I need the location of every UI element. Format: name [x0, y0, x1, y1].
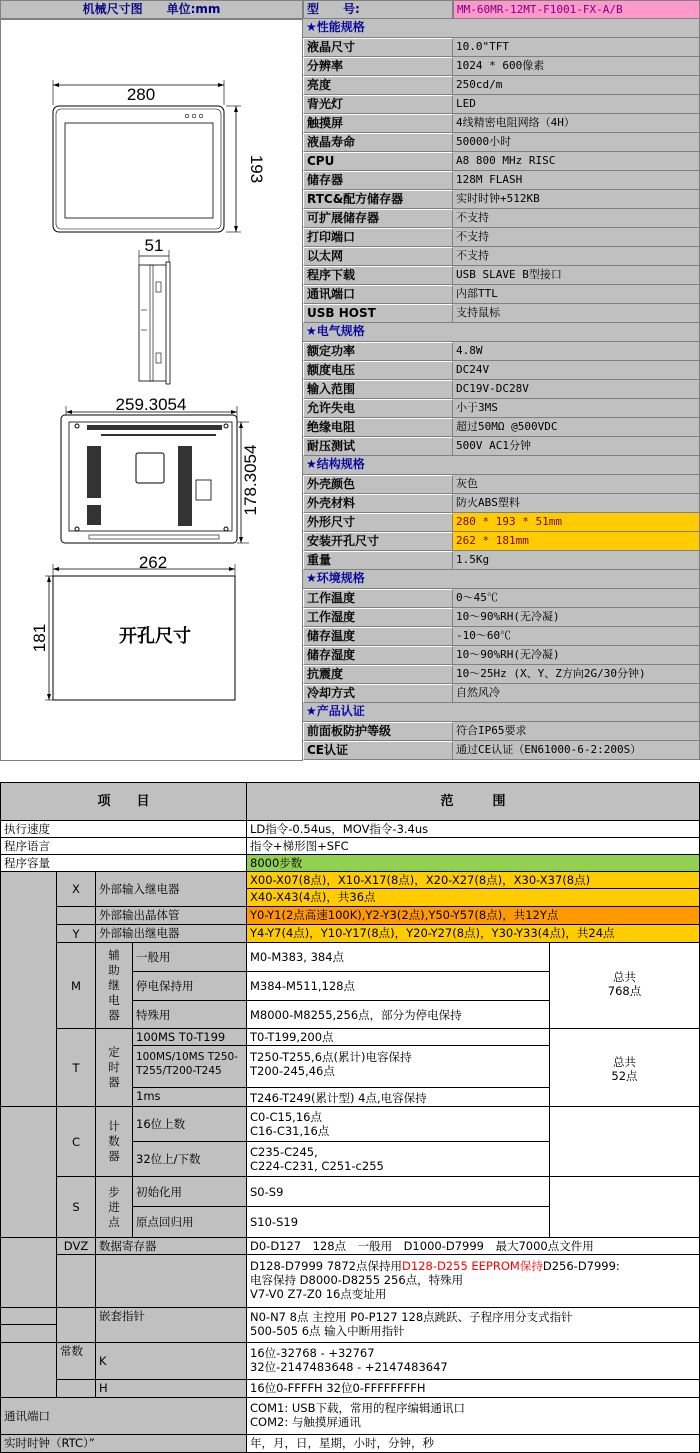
front-height-label: 193	[247, 154, 266, 184]
cs-group-cell	[0, 1106, 57, 1238]
t1-value: T0-T199,200点	[246, 1028, 550, 1046]
h-spacer	[56, 1379, 96, 1398]
d2-part-b: D256-D7999:	[542, 1259, 620, 1273]
com-value-line1: COM1: USB下载，常用的程序编辑通讯口	[250, 1401, 465, 1415]
m3-value: M8000-M8255,256点，部分为停电保持	[246, 1000, 550, 1029]
plc-spec-table	[0, 782, 700, 1453]
t-total-line1: 总共	[613, 1055, 636, 1069]
spec-value: 内部TTL	[453, 285, 700, 304]
spec-value: A8 800 MHz RISC	[453, 152, 700, 171]
s1-value: S0-S9	[246, 1176, 550, 1207]
y-range: Y4-Y7(4点)，Y10-Y17(8点)，Y20-Y27(8点)，Y30-Y33(4点)，共24点	[246, 924, 700, 943]
spec-section-title: ★电气规格	[303, 323, 700, 342]
m-group-label: 辅助继电器	[95, 942, 133, 1029]
x-range-1: X00-X07(8点)，X10-X17(8点)，X20-X27(8点)，X30-X37(8点)	[246, 871, 700, 889]
h-letter: H	[95, 1379, 247, 1398]
t-total	[549, 1028, 700, 1107]
front-view	[53, 80, 266, 232]
back-height-label: 178.3054	[241, 444, 260, 516]
spec-row	[303, 722, 700, 741]
spec-row	[303, 684, 700, 703]
spec-key: 抗震度	[303, 665, 453, 684]
s-letter: S	[56, 1176, 96, 1238]
spec-value: 128M FLASH	[453, 171, 700, 190]
spec-key: 外壳材料	[303, 494, 453, 513]
spec-value: 500V AC1分钟	[453, 437, 700, 456]
y-label: 外部输出继电器	[95, 924, 247, 943]
spec-section-header	[303, 703, 700, 722]
m1-value: M0-M383, 384点	[246, 942, 550, 972]
model-label: 型 号:	[303, 0, 453, 19]
t2-value	[246, 1045, 550, 1088]
s2-label: 原点回归用	[132, 1206, 247, 1238]
spec-key: 前面板防护等级	[303, 722, 453, 741]
spec-row	[303, 380, 700, 399]
d-group-cell	[0, 1237, 57, 1308]
spec-key: 外形尺寸	[303, 513, 453, 532]
spec-value: 1.5Kg	[453, 551, 700, 570]
d-letter: DVZ	[56, 1237, 96, 1255]
spec-value: 防火ABS塑料	[453, 494, 700, 513]
spec-row	[303, 437, 700, 456]
d-spacer-2	[95, 1254, 247, 1308]
k-letter: K	[95, 1342, 247, 1380]
t2-label-line1: 100MS/10MS T250-	[136, 1051, 238, 1063]
cutout-view	[30, 553, 235, 700]
side-depth-label: 51	[144, 236, 164, 255]
col-header-item: 项 目	[0, 782, 247, 821]
m-total-line2: 768点	[607, 984, 642, 998]
com-value	[246, 1397, 700, 1435]
c2-value	[246, 1141, 550, 1177]
spec-key: CE认证	[303, 741, 453, 760]
spec-row	[303, 209, 700, 228]
spec-key: 额定功率	[303, 342, 453, 361]
spec-value: 1024 * 600像素	[453, 57, 700, 76]
back-width-label: 259.3054	[115, 395, 187, 414]
spec-row	[303, 551, 700, 570]
m-total-line1: 总共	[613, 970, 636, 984]
spec-row	[303, 399, 700, 418]
s-total-blank	[549, 1176, 700, 1238]
c1-value-line2: C16-C31,16点	[250, 1124, 330, 1138]
mechanical-drawing	[0, 19, 303, 761]
spec-section-title: ★性能规格	[303, 19, 700, 38]
c2-label: 32位上/下数	[132, 1141, 247, 1177]
t-group-label: 定时器	[95, 1028, 133, 1107]
spec-key: 工作温度	[303, 589, 453, 608]
m2-label: 停电保持用	[132, 971, 247, 1001]
spec-row	[303, 133, 700, 152]
spec-value: 10～90%RH(无冷凝)	[453, 608, 700, 627]
m-letter: M	[56, 942, 96, 1029]
p-value	[246, 1307, 700, 1343]
spec-row	[303, 152, 700, 171]
spec-value: 262 * 181mm	[453, 532, 700, 551]
spec-value: 0～45℃	[453, 589, 700, 608]
spec-section-title: ★环境规格	[303, 570, 700, 589]
spec-key: 分辨率	[303, 57, 453, 76]
c1-label: 16位上数	[132, 1106, 247, 1142]
spec-row	[303, 741, 700, 760]
spec-row	[303, 361, 700, 380]
col-header-range: 范 围	[246, 782, 700, 821]
spec-value: USB SLAVE B型接口	[453, 266, 700, 285]
spec-value: 10.0"TFT	[453, 38, 700, 57]
t2-label-line2: T255/T200-T245	[136, 1065, 222, 1077]
spec-section-header	[303, 456, 700, 475]
spec-key: 液晶尺寸	[303, 38, 453, 57]
spec-value: 实时时钟+512KB	[453, 190, 700, 209]
com-label: 通讯端口	[0, 1397, 247, 1435]
d2-part-a: D128-D7999 7872点保持用	[250, 1259, 402, 1273]
spec-row	[303, 76, 700, 95]
spec-key: 储存器	[303, 171, 453, 190]
prog-capacity-label: 程序容量	[0, 854, 247, 872]
spec-row	[303, 95, 700, 114]
spec-key: 冷却方式	[303, 684, 453, 703]
spec-key: 储存温度	[303, 627, 453, 646]
spec-key: 打印端口	[303, 228, 453, 247]
c-letter: C	[56, 1106, 96, 1177]
spec-row	[303, 342, 700, 361]
spec-row	[303, 608, 700, 627]
prog-lang-label: 程序语言	[0, 837, 247, 855]
k-group-label: 常数	[56, 1342, 96, 1380]
spec-key: 安装开孔尺寸	[303, 532, 453, 551]
spec-value: 通过CE认证（EN61000-6-2:200S）	[453, 741, 700, 760]
spec-row	[303, 228, 700, 247]
c-total-blank	[549, 1106, 700, 1177]
transistor-range: Y0-Y1(2点高速100K),Y2-Y3(2点),Y50-Y57(8点)，共12Y点	[246, 906, 700, 925]
spec-key: CPU	[303, 152, 453, 171]
spec-value: 10～25Hz (X、Y、Z方向2G/30分钟)	[453, 665, 700, 684]
t3-label: 1ms	[132, 1087, 247, 1107]
spec-section-title: ★结构规格	[303, 456, 700, 475]
back-view	[61, 395, 260, 543]
d-spacer-1	[56, 1254, 96, 1308]
spec-row	[303, 190, 700, 209]
prog-capacity-value: 8000步数	[246, 854, 700, 872]
y-letter: Y	[56, 924, 96, 943]
exec-speed-label: 执行速度	[0, 820, 247, 838]
k-value-line1: 16位-32768 - +32767	[250, 1346, 375, 1360]
spec-row	[303, 494, 700, 513]
com-value-line2: COM2: 与触摸屏通讯	[250, 1415, 361, 1429]
drawing-title: 机械尺寸图 单位:mm	[0, 0, 303, 19]
t-letter: T	[56, 1028, 96, 1107]
spec-key: 允许失电	[303, 399, 453, 418]
spec-value: 50000小时	[453, 133, 700, 152]
c1-value	[246, 1106, 550, 1142]
cutout-title: 开孔尺寸	[119, 626, 191, 646]
spec-value: 不支持	[453, 209, 700, 228]
rtc-label: 实时时钟（RTC）”	[0, 1434, 247, 1453]
spec-value: 不支持	[453, 247, 700, 266]
spec-key: 工作湿度	[303, 608, 453, 627]
cut-width-label: 262	[138, 553, 168, 572]
io-group-cell	[0, 871, 57, 1107]
x-letter: X	[56, 871, 96, 907]
t3-value: T246-T249(累计型) 4点,电容保持	[246, 1087, 550, 1107]
x-range-2: X40-X43(4点)，共36点	[246, 888, 700, 907]
m3-label: 特殊用	[132, 1000, 247, 1029]
x-label: 外部输入继电器	[95, 871, 247, 907]
spec-key: 背光灯	[303, 95, 453, 114]
k-value	[246, 1342, 700, 1380]
t1-label: 100MS T0-T199	[132, 1028, 247, 1046]
spec-key: RTC&配方储存器	[303, 190, 453, 209]
spec-row	[303, 532, 700, 551]
spec-key: 亮度	[303, 76, 453, 95]
k-left-spacer	[0, 1342, 57, 1398]
spec-key: 耐压测试	[303, 437, 453, 456]
spec-key: 额度电压	[303, 361, 453, 380]
t2-label	[132, 1045, 247, 1088]
spec-key: 触摸屏	[303, 114, 453, 133]
rtc-value: 年，月，日，星期，小时，分钟，秒	[246, 1434, 700, 1453]
d2-eeprom: D128-D255 EEPROM保持	[402, 1259, 543, 1273]
p-label: 嵌套指针	[95, 1307, 247, 1343]
spec-key: 液晶寿命	[303, 133, 453, 152]
t2-value-line2: T200-245,46点	[250, 1064, 335, 1078]
spec-row	[303, 171, 700, 190]
spec-row	[303, 38, 700, 57]
d1-value: D0-D127 128点 一般用 D1000-D7999 最大7000点文件用	[246, 1237, 700, 1255]
d-label: 数据寄存器	[95, 1237, 247, 1255]
spec-row	[303, 57, 700, 76]
m1-label: 一般用	[132, 942, 247, 972]
spec-value: 小于3MS	[453, 399, 700, 418]
cut-height-label: 181	[30, 623, 49, 653]
exec-speed-value: LD指令-0.54us，MOV指令-3.4us	[246, 820, 700, 838]
t2-value-line1: T250-T255,6点(累计)电容保持	[250, 1050, 412, 1064]
p-spacer	[56, 1307, 96, 1343]
h-value: 16位0-FFFFH 32位0-FFFFFFFFH	[246, 1379, 700, 1398]
spec-row	[303, 475, 700, 494]
s1-label: 初始化用	[132, 1176, 247, 1207]
spec-key: 重量	[303, 551, 453, 570]
spec-section-header	[303, 570, 700, 589]
spec-section-title: ★产品认证	[303, 703, 700, 722]
spec-row	[303, 589, 700, 608]
spec-value: 10～90%RH(无冷凝)	[453, 646, 700, 665]
prog-lang-value: 指令+梯形图+SFC	[246, 837, 700, 855]
spec-key: 可扩展储存器	[303, 209, 453, 228]
spec-value: 符合IP65要求	[453, 722, 700, 741]
front-width-label: 280	[126, 85, 156, 104]
spec-section-header	[303, 323, 700, 342]
spec-key: 外壳颜色	[303, 475, 453, 494]
spec-key: USB HOST	[303, 304, 453, 323]
spec-value: DC19V-DC28V	[453, 380, 700, 399]
spec-row	[303, 114, 700, 133]
spec-value: 280 * 193 * 51mm	[453, 513, 700, 532]
d2-line3: V7-V0 Z7-Z0 16点变址用	[250, 1287, 387, 1301]
c1-value-line1: C0-C15,16点	[250, 1110, 322, 1124]
spec-key: 程序下载	[303, 266, 453, 285]
dimension-drawing	[1, 20, 302, 760]
m-total	[549, 942, 700, 1029]
spec-value: 超过50MΩ @500VDC	[453, 418, 700, 437]
p-value-line2: 500-505 6点 输入中断用指针	[250, 1324, 405, 1338]
spec-key: 通讯端口	[303, 285, 453, 304]
spec-value: -10～60℃	[453, 627, 700, 646]
spec-value: 4线精密电阻网络（4H）	[453, 114, 700, 133]
model-value: MM-60MR-12MT-F1001-FX-A/B	[453, 0, 700, 19]
spec-row	[303, 247, 700, 266]
d2-value	[246, 1254, 700, 1308]
side-view	[139, 236, 170, 384]
spec-row	[303, 627, 700, 646]
spec-value: DC24V	[453, 361, 700, 380]
spec-value: 250cd/m	[453, 76, 700, 95]
spec-row	[303, 266, 700, 285]
spec-row	[303, 304, 700, 323]
spec-row	[303, 418, 700, 437]
d2-line2: 电容保持 D8000-D8255 256点，特殊用	[250, 1273, 464, 1287]
c2-value-line1: C235-C245,	[250, 1145, 318, 1159]
spec-key: 输入范围	[303, 380, 453, 399]
spec-row	[303, 665, 700, 684]
p-left-spacer	[0, 1324, 57, 1343]
t-total-line2: 52点	[611, 1069, 638, 1083]
spec-key: 绝缘电阻	[303, 418, 453, 437]
p-value-line1: N0-N7 8点 主控用 P0-P127 128点跳跃、子程序用分支式指针	[250, 1310, 573, 1324]
p-group-cell	[0, 1307, 57, 1325]
c2-value-line2: C224-C231, C251-c255	[250, 1159, 384, 1173]
m2-value: M384-M511,128点	[246, 971, 550, 1001]
spec-value: 灰色	[453, 475, 700, 494]
spec-row	[303, 513, 700, 532]
spec-row	[303, 646, 700, 665]
spec-value: 不支持	[453, 228, 700, 247]
spec-value: LED	[453, 95, 700, 114]
spec-section-header	[303, 19, 700, 38]
transistor-label: 外部输出晶体管	[95, 906, 247, 925]
s-group-label: 步进点	[95, 1176, 133, 1238]
k-value-line2: 32位-2147483648 - +2147483647	[250, 1360, 448, 1374]
spec-value: 自然风冷	[453, 684, 700, 703]
c-group-label: 计数器	[95, 1106, 133, 1177]
spec-key: 以太网	[303, 247, 453, 266]
spec-value: 4.8W	[453, 342, 700, 361]
spec-value: 支持鼠标	[453, 304, 700, 323]
spec-key: 储存湿度	[303, 646, 453, 665]
s2-value: S10-S19	[246, 1206, 550, 1238]
spec-row	[303, 285, 700, 304]
